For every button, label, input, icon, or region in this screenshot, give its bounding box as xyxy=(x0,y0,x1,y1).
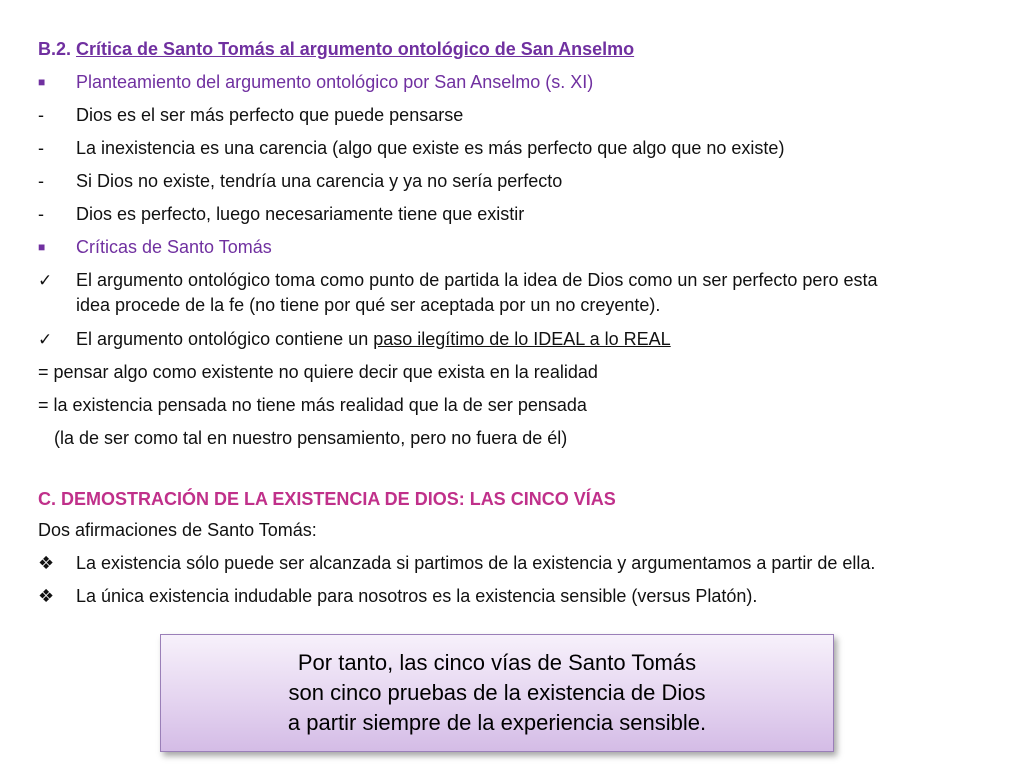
diamond-item: ❖ La única existencia indudable para nosotros es la existencia sensible (versus Platón). xyxy=(38,586,758,606)
criticas-item: ■ Críticas de Santo Tomás xyxy=(38,237,272,257)
section-c-intro: Dos afirmaciones de Santo Tomás: xyxy=(38,520,317,540)
callout-line: son cinco pruebas de la existencia de Dios xyxy=(288,680,706,705)
section-c-heading: C. DEMOSTRACIÓN DE LA EXISTENCIA DE DIOS: LAS CINCO VÍAS xyxy=(38,489,616,509)
check-item-1-continuation: idea procede de la fe (no tiene por qué ser aceptada por un no creyente). xyxy=(76,295,661,315)
dash-bullet: - xyxy=(38,171,44,191)
underlined-phrase: paso ilegítimo de lo IDEAL a lo REAL xyxy=(373,329,671,349)
callout-line: a partir siempre de la experiencia sensible. xyxy=(287,710,707,735)
callout-line: Por tanto, las cinco vías de Santo Tomás xyxy=(297,650,697,675)
diamond-bullet-icon: ❖ xyxy=(38,586,55,606)
list-item: - La inexistencia es una carencia (algo que existe es más perfecto que algo que no existe) xyxy=(38,138,785,158)
conclusion-callout-box xyxy=(160,634,834,752)
list-item: - Dios es el ser más perfecto que puede pensarse xyxy=(38,105,464,125)
diamond-item: ❖ La existencia sólo puede ser alcanzada si partimos de la existencia y argumentamos a partir de ella. xyxy=(38,553,876,573)
checkmark-icon: ✓ xyxy=(38,271,53,290)
square-bullet-icon: ■ xyxy=(38,240,46,254)
section-b-label: B.2 xyxy=(38,39,67,59)
checkmark-icon: ✓ xyxy=(38,330,53,349)
dash-bullet: - xyxy=(38,105,44,125)
dash-bullet: - xyxy=(38,138,44,158)
square-bullet-icon: ■ xyxy=(38,75,46,89)
check-item-1: ✓ El argumento ontológico toma como punto de partida la idea de Dios como un ser perfecto pero esta xyxy=(38,270,878,290)
parenthetical-line: (la de ser como tal en nuestro pensamiento, pero no fuera de él) xyxy=(54,428,568,448)
dash-bullet: - xyxy=(38,204,44,224)
section-b-heading: B.2. Crítica de Santo Tomás al argumento ontológico de San Anselmo xyxy=(38,39,635,59)
planteamiento-item: ■ Planteamiento del argumento ontológico por San Anselmo (s. XI) xyxy=(38,72,594,92)
diamond-bullet-icon: ❖ xyxy=(38,553,55,573)
list-item: - Dios es perfecto, luego necesariamente tiene que existir xyxy=(38,204,525,224)
equals-line: = la existencia pensada no tiene más realidad que la de ser pensada xyxy=(38,395,587,415)
check-item-2: ✓ El argumento ontológico contiene un paso ilegítimo de lo IDEAL a lo REAL xyxy=(38,329,671,349)
equals-line: = pensar algo como existente no quiere decir que exista en la realidad xyxy=(38,362,598,382)
section-b-title: Crítica de Santo Tomás al argumento ontológico de San Anselmo xyxy=(76,39,635,59)
list-item: - Si Dios no existe, tendría una carencia y ya no sería perfecto xyxy=(38,171,563,191)
